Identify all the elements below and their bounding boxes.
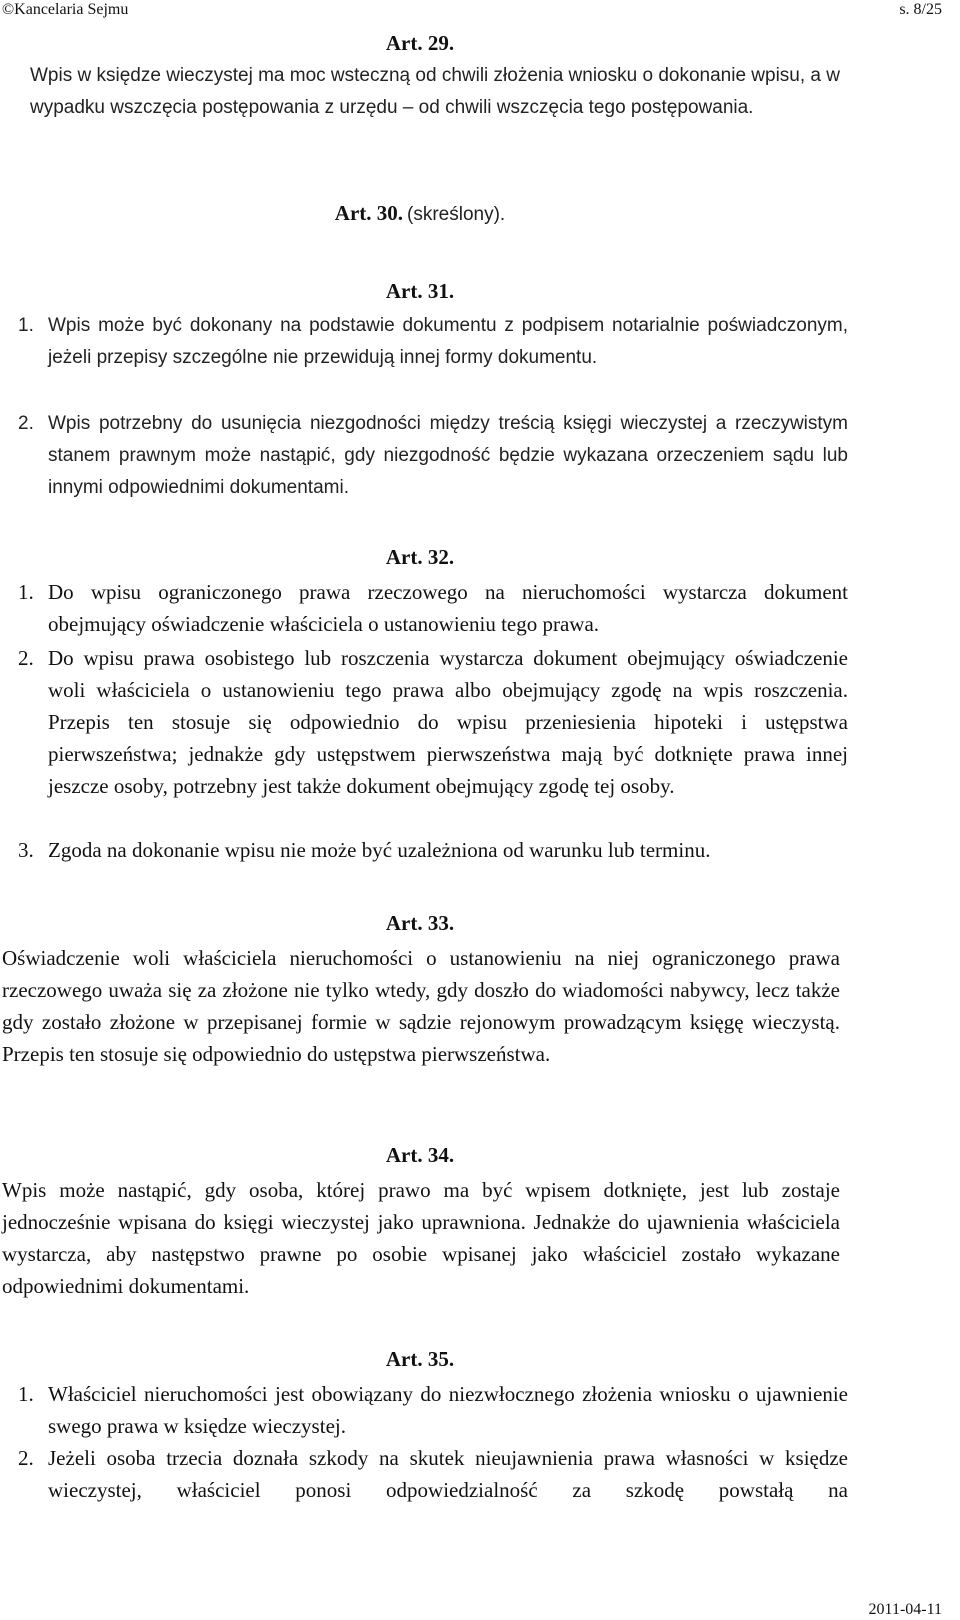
- header-source: ©Kancelaria Sejmu: [2, 1, 129, 18]
- para-text: [48, 642, 848, 802]
- art-33-heading: Art. 33.: [385, 911, 455, 935]
- art-32-para-1: [18, 576, 848, 640]
- art-32-para-2: [18, 642, 848, 832]
- art-35-para-2: [18, 1442, 848, 1506]
- header-page-number: s. 8/25: [899, 1, 942, 18]
- art-30-status: (skreślony).: [407, 204, 506, 225]
- para-number: 1.: [18, 580, 34, 604]
- art-29-text: Wpis w księdze wieczystej ma moc wsteczną od chwili złożenia wniosku o dokonanie wpisu, a w wypadku wszczęcia postępowania z urzędu – od chwili wszczęcia tego postępowania.: [30, 65, 840, 118]
- para-number: 1.: [18, 315, 34, 336]
- para-text: Wpis potrzebny do usunięcia niezgodności między treścią księgi wieczystej a rzeczywistym stanem prawnym może nastąpić, gdy niezgodność będzie wykazana orzeczeniem sądu lub innymi odpowiednimi dokumentami.: [48, 413, 848, 498]
- para-number: 2.: [18, 413, 34, 434]
- art-30-line: [0, 200, 840, 229]
- para-text: Jeżeli osoba trzecia doznała szkody na skutek nieujawnienia prawa własności w księdze wieczystej, właściciel ponosi odpowiedzialność za szkodę powstałą na: [48, 1446, 848, 1502]
- art-32-heading: Art. 32.: [385, 545, 455, 569]
- art-31-para-2: [18, 408, 848, 504]
- para-text: Wpis może być dokonany na podstawie dokumentu z podpisem notarialnie poświadczonym, jeżeli przepisy szczególne nie przewidują innej formy dokumentu.: [48, 315, 848, 368]
- para-text: Zgoda na dokonanie wpisu nie może być uzależniona od warunku lub terminu.: [48, 838, 711, 862]
- art-30-heading: Art. 30.: [334, 201, 404, 225]
- para-text: Do wpisu ograniczonego prawa rzeczowego na nieruchomości wystarcza dokument obejmujący oświadczenie właściciela o ustanowieniu tego prawa.: [48, 580, 848, 636]
- art-31-heading: Art. 31.: [385, 279, 455, 303]
- art-33-text: Oświadczenie woli właściciela nieruchomości o ustanowieniu na niej ograniczonego prawa rzeczowego uważa się za złożone nie tylko wtedy, gdy doszło do wiadomości nabywcy, lecz także gdy zostało złożone w przepisanej formie w sądzie rejonowym prowadzącym księgę wieczystą. Przepis ten stosuje się odpowiednio do ustępstwa pierwszeństwa.: [2, 946, 840, 1066]
- para-number: 2.: [18, 1446, 34, 1470]
- para-text-part-b: Przepis ten stosuje się odpowiednio do wpisu przeniesienia hipoteki i ustępstwa pierwszeństwa; jednakże gdy ustępstwem pierwszeństwa mają być dotknięte prawa innej jeszcze osoby, potrzebny jest także dokument obejmujący zgodę tej osoby.: [48, 710, 848, 798]
- art-29-heading: Art. 29.: [385, 31, 455, 55]
- footer-date: 2011-04-11: [868, 1601, 942, 1618]
- art-32-para-3: [18, 834, 848, 866]
- art-31-para-1: [18, 310, 848, 406]
- art-34-text: Wpis może nastąpić, gdy osoba, której prawo ma być wpisem dotknięte, jest lub zostaje jednocześnie wpisana do księgi wieczystej jako uprawniona. Jednakże do ujawnienia właściciela wystarcza, aby następstwo prawne po osobie wpisanej jako właściciel zostało wykazane odpowiednimi dokumentami.: [2, 1178, 840, 1298]
- para-number: 3.: [18, 838, 34, 862]
- art-35-heading: Art. 35.: [385, 1347, 455, 1371]
- para-number: 1.: [18, 1382, 34, 1406]
- art-34-heading: Art. 34.: [385, 1143, 455, 1167]
- art-35-para-1: [18, 1378, 848, 1442]
- para-text: Właściciel nieruchomości jest obowiązany do niezwłocznego złożenia wniosku o ujawnienie swego prawa w księdze wieczystej.: [48, 1382, 848, 1438]
- para-number: 2.: [18, 646, 34, 670]
- para-text-part-a: Do wpisu prawa osobistego lub roszczenia wystarcza dokument obejmujący oświadczenie woli właściciela o ustanowieniu tego prawa albo obejmujący zgodę na wpis roszczenia.: [48, 646, 848, 702]
